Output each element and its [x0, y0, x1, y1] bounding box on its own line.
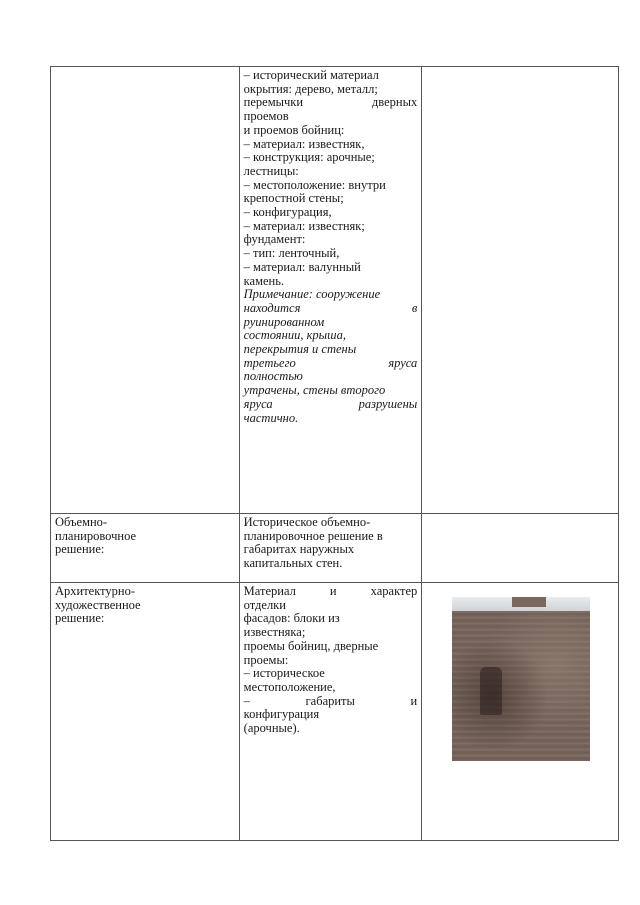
text-line: крепостной стены; — [243, 191, 344, 206]
row-label-cell — [51, 514, 240, 583]
text-line: планировочное решение в — [243, 528, 383, 543]
text-line: решение: — [55, 611, 105, 626]
text-line: полностью — [243, 369, 303, 384]
text-line: перекрытия и стены — [243, 342, 357, 357]
text-line: – материал: известняк; — [243, 218, 365, 233]
row-content-cell — [239, 583, 422, 841]
row-photo-cell — [422, 67, 619, 514]
table-row — [51, 583, 619, 841]
text-line: – тип: ленточный, — [243, 246, 340, 261]
text-word: дверных — [371, 95, 418, 110]
row-photo-cell — [422, 583, 619, 841]
text-line: руинированном — [243, 314, 325, 329]
text-line: частично. — [243, 410, 299, 425]
text-word: перемычки — [243, 95, 304, 110]
text-line: состоянии, крыша, — [243, 328, 346, 343]
text-line: проемов — [243, 109, 289, 124]
text-word: разрушены — [358, 396, 418, 411]
text-line: окрытия: дерево, металл; — [243, 81, 378, 96]
text-line: – конструкция: арочные; — [243, 150, 375, 165]
note-text — [244, 288, 418, 425]
text-line: Архитектурно- — [55, 584, 136, 598]
row-label-cell — [51, 67, 240, 514]
text-line: художественное — [55, 597, 141, 612]
table-row — [51, 514, 619, 583]
text-line: – материал: известняк, — [243, 136, 365, 151]
text-line — [244, 695, 418, 709]
photo-wall-opening — [480, 667, 502, 715]
facade-photo — [452, 597, 590, 761]
text-line: решение: — [55, 542, 105, 557]
text-line: – материал: валунный — [243, 259, 361, 274]
text-line: – местоположение: внутри — [243, 177, 386, 192]
text-word: в — [411, 300, 418, 315]
text-line: проемы: — [243, 652, 289, 667]
text-line: фасадов: блоки из — [243, 611, 340, 626]
text-line: и проемов бойниц: — [243, 122, 345, 137]
text-word: габариты — [305, 693, 355, 708]
photo-wall-top — [512, 597, 546, 607]
text-word: Материал — [243, 584, 296, 598]
text-line: капитальных стен. — [243, 556, 343, 571]
row-label — [55, 516, 235, 557]
row-content-cell — [239, 67, 422, 514]
text-line — [244, 398, 418, 412]
text-word: – — [243, 693, 250, 708]
text-line — [244, 302, 418, 316]
text-line: Примечание: сооружение — [243, 287, 381, 302]
text-line: Объемно- — [55, 515, 108, 529]
text-line — [244, 357, 418, 371]
text-word: яруса — [243, 396, 273, 411]
row-label — [55, 585, 235, 626]
text-line: отделки — [243, 597, 286, 612]
text-line — [244, 585, 418, 599]
text-line: лестницы: — [243, 163, 299, 178]
text-line: – историческое — [243, 666, 325, 681]
text-word: яруса — [388, 355, 418, 370]
text-word: находится — [243, 300, 301, 315]
text-line: проемы бойниц, дверные — [243, 638, 379, 653]
text-line: местоположение, — [243, 679, 336, 694]
text-word: и — [410, 693, 418, 708]
row-content — [244, 516, 418, 571]
row-content — [244, 69, 418, 288]
table-row — [51, 67, 619, 514]
text-line: планировочное — [55, 528, 137, 543]
text-line: (арочные). — [243, 721, 300, 736]
row-content — [244, 585, 418, 736]
row-photo-cell — [422, 514, 619, 583]
text-line: габаритах наружных — [243, 542, 355, 557]
text-line: Историческое объемно- — [243, 515, 371, 529]
text-word: и — [329, 584, 337, 598]
text-line: – конфигурация, — [243, 205, 332, 220]
text-line: камень. — [243, 273, 285, 288]
text-line — [244, 96, 418, 110]
row-content-cell — [239, 514, 422, 583]
text-line: конфигурация — [243, 707, 320, 722]
text-word: характер — [370, 584, 418, 598]
text-line: утрачены, стены второго — [243, 383, 386, 398]
text-line: фундамент: — [243, 232, 306, 247]
text-line: известняка; — [243, 625, 306, 640]
characteristics-table — [50, 66, 619, 841]
text-line: – исторический материал — [243, 68, 379, 82]
row-label-cell — [51, 583, 240, 841]
text-word: третьего — [243, 355, 296, 370]
